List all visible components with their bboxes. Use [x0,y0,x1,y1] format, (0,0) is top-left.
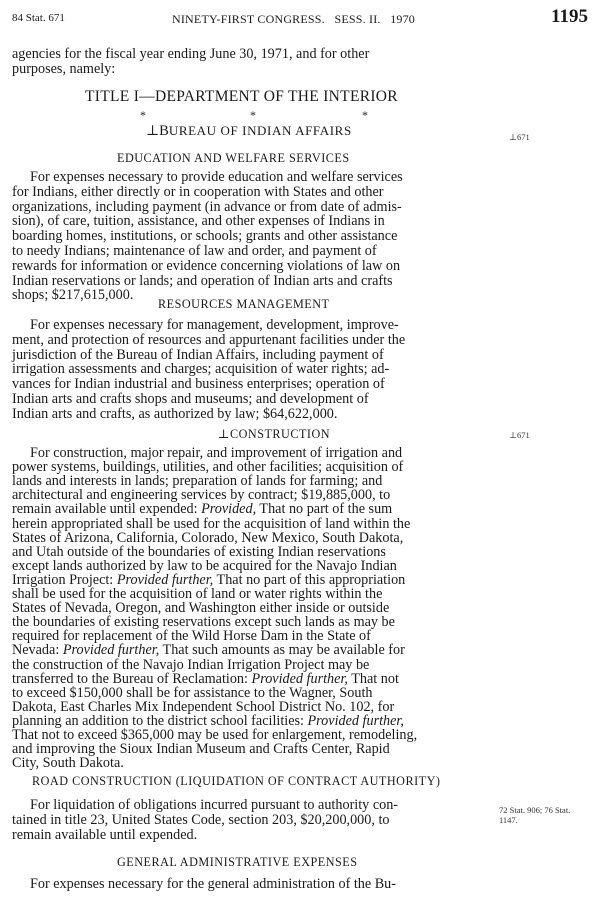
separator-star: * [140,108,146,122]
proviso-italic: Provided further, [307,712,404,729]
separator-star: * [250,108,256,122]
text-segment: architectural and engineering services by contract; $19,885,000, to [12,487,391,504]
text-line: organizations, including payment (in advance or from date of admis- [12,198,402,215]
section-heading-general: GENERAL ADMINISTRATIVE EXPENSES [117,855,358,869]
page-header [0,0,603,30]
text-segment: That such amounts as may be available for [159,642,405,659]
text-segment: For construction, major repair, and improvement of irrigation and [30,445,403,461]
text-segment: the boundaries of existing reservations except such lands as may be [12,614,395,631]
text-line: vances for Indian industrial and business enterprises; operation of [12,376,385,393]
separator-star: * [362,108,368,122]
text-segment: planning an addition to the district school facilities: [12,712,308,729]
text-line: rewards for information or evidence concerning violations of law on [12,257,401,274]
text-segment: City, South Dakota. [12,755,124,772]
bureau-heading-initial: B [159,123,169,139]
proviso-italic: Provided further, [62,642,160,659]
text-segment: States of Arizona, California, Colorado, New Mexico, South Dakota, [12,529,404,546]
bureau-heading-rest: UREAU OF INDIAN AFFAIRS [168,123,352,138]
text-segment: remain available until expended: [12,501,202,518]
text-segment: except lands authorized by law to be acquired for the Navajo Indian [12,557,397,574]
proviso-italic: Provided, [201,501,257,518]
text-line: purposes, namely: [12,61,116,77]
text-line: remain available until expended. [12,826,198,843]
text-segment: lands and interests in lands; preparation of lands for farming; and [12,473,383,490]
text-line: irrigation assessments and charges; acquisition of water rights; ad- [12,361,390,378]
text-line: Indian arts and crafts shops and museums; and development of [12,391,369,407]
text-segment: to exceed $150,000 shall be for assistance to the Wagner, South [12,684,373,701]
text-line: ment, and protection of resources and appurtenant facilities under the [12,331,406,348]
text-line: sion), of care, tuition, assistance, and other expenses of Indians in [12,213,385,230]
text-line: Indian arts and crafts, as authorized by law; $64,622,000. [12,405,338,422]
text-line: for Indians, either directly or in cooperation with States and other [12,183,384,200]
margin-note: 1147. [499,815,518,825]
margin-note: ⊥671 [509,430,530,440]
text-segment: Nevada: [12,642,63,659]
proviso-italic: Provided further, [116,571,214,588]
text-segment: Irrigation Project: [12,571,117,588]
section-heading-road: ROAD CONSTRUCTION (LIQUIDATION OF CONTRACT AUTHORITY) [32,774,441,788]
text-line: shops; $217,615,000. [12,287,134,304]
proviso-italic: Provided further, [251,670,348,687]
title-heading: TITLE I—DEPARTMENT OF THE INTERIOR [85,88,398,105]
section-heading-resources: RESOURCES MANAGEMENT [158,297,330,311]
text-segment: shall be used for the acquisition of land or water rights within the [12,586,383,602]
text-segment: the construction of the Navajo Indian Irrigation Project may be [12,656,370,673]
text-segment: and improving the Sioux Indian Museum and Crafts Center, Rapid [12,741,390,758]
text-segment: That not [347,670,399,687]
text-segment: That no part of this appropriation [213,571,406,588]
text-line: to needy Indians; maintenance of law and order, and payment of [12,243,377,259]
text-line [12,756,124,771]
running-title: NINETY-FIRST CONGRESS. SESS. II. 1970 [172,12,416,26]
margin-note: ⊥671 [509,132,530,142]
text-segment: States of Nevada, Oregon, and Washington either inside or outside [12,600,390,617]
text-line: For expenses necessary to provide education and welfare services [30,169,403,185]
text-line: For expenses necessary for the general administration of the Bu- [30,876,397,892]
text-line: Indian reservations or lands; and operation of Indian arts and crafts [12,272,393,289]
text-segment: power systems, buildings, utilities, and other facilities; acquisition of [12,459,404,476]
text-segment: required for replacement of the Wild Horse Dam in the State of [12,628,371,645]
section-heading-construction: ⊥CONSTRUCTION [218,427,331,441]
section-heading-education: EDUCATION AND WELFARE SERVICES [117,151,350,165]
text-line: agencies for the fiscal year ending June 30, 1971, and for other [12,46,370,62]
text-line: boarding homes, institutions, or schools; grants and other assistance [12,228,398,245]
statute-reference: 84 Stat. 671 [12,12,65,24]
bureau-heading-mark: ⊥ [146,124,160,139]
margin-note: 72 Stat. 906; 76 Stat. [499,805,571,815]
text-segment: herein appropriated shall be used for the acquisition of land within the [12,515,411,532]
text-line: For liquidation of obligations incurred pursuant to authority con- [30,797,399,813]
text-line: tained in title 23, United States Code, section 203, $20,200,000, to [12,811,390,828]
text-line: jurisdiction of the Bureau of Indian Affairs, including payment of [12,346,384,363]
text-line: For expenses necessary for management, development, improve- [30,317,399,333]
text-segment: Dakota, East Charles Mix Independent School District No. 102, for [12,698,395,715]
bureau-heading [146,123,352,140]
text-segment: and Utah outside of the boundaries of existing Indian reservations [12,543,386,560]
text-segment: transferred to the Bureau of Reclamation: [12,670,252,687]
text-segment: That not to exceed $365,000 may be used for enlargement, remodeling, [12,727,418,743]
text-segment: That no part of the sum [256,501,393,518]
page-number: 1195 [551,6,588,27]
